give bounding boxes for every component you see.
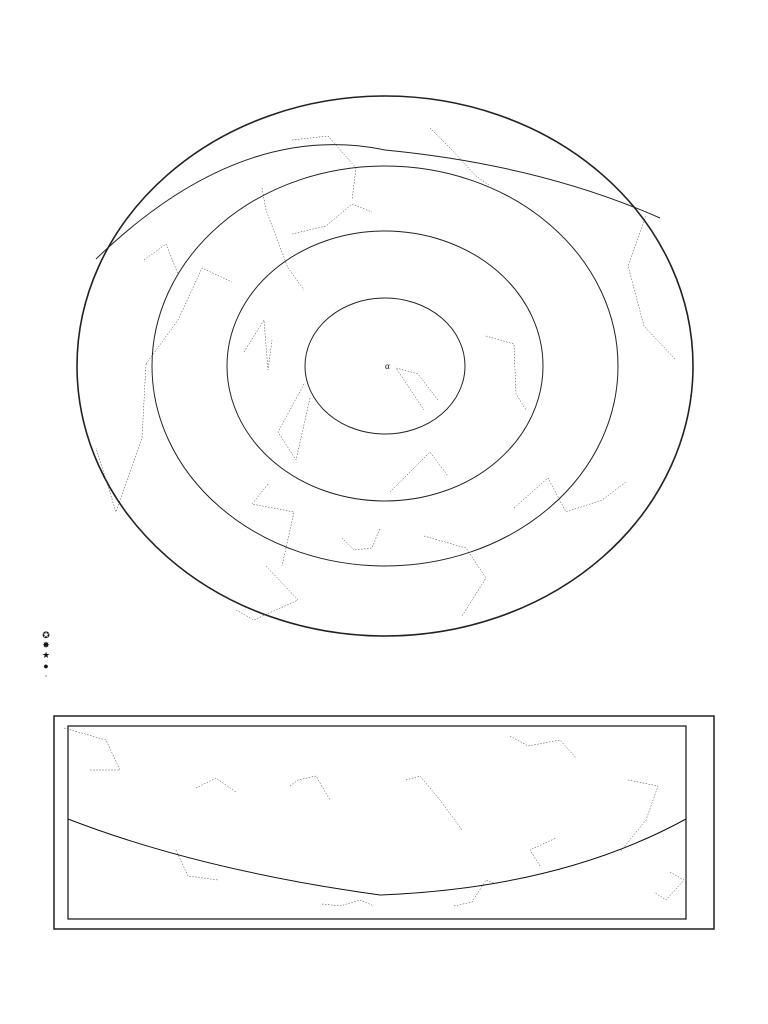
- equatorial-figure-lines: [64, 728, 684, 906]
- equatorial-plot-area: [68, 726, 686, 919]
- ecliptic-line: [96, 145, 660, 259]
- polaris-alpha: α: [385, 361, 390, 371]
- key-item-4: [40, 661, 340, 671]
- northern-star-field: [96, 128, 676, 620]
- equatorial-ecliptic-curve: [68, 819, 686, 895]
- key-legend: [40, 629, 340, 681]
- selected-faint-star-icon: ✸: [42, 640, 50, 651]
- key-item-1: [40, 630, 340, 640]
- note-box: [573, 629, 738, 630]
- selected-bright-star-icon: ✪: [42, 630, 50, 640]
- tabulated-bright-star-icon: ★: [41, 650, 51, 661]
- key-item-5: [40, 671, 340, 681]
- tabulated-faint-star-icon: ●: [43, 660, 49, 671]
- untabulated-star-icon: ·: [44, 670, 48, 681]
- equatorial-chart: [54, 716, 714, 929]
- equatorial-frame: [54, 716, 714, 929]
- key-item-3: [40, 650, 340, 660]
- key-item-2: [40, 640, 340, 650]
